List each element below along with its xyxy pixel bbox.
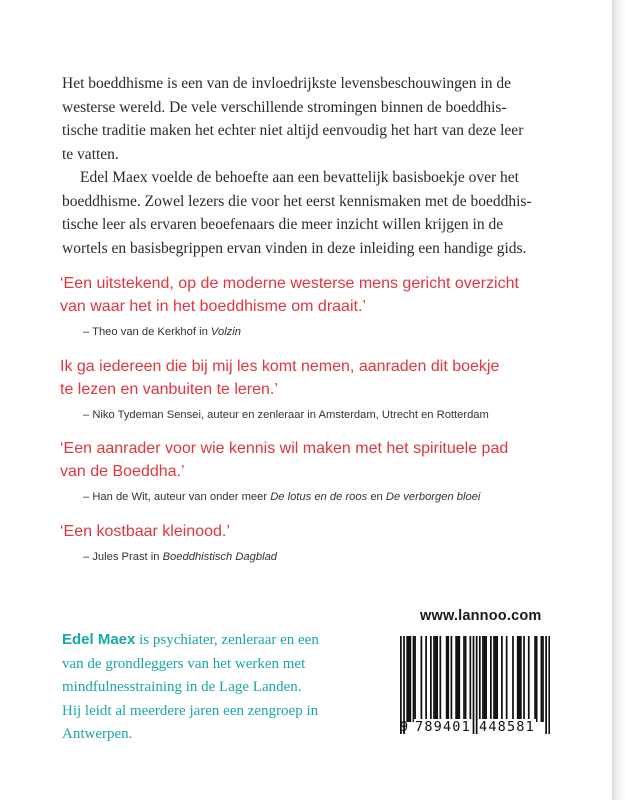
barcode-bar <box>451 636 453 722</box>
barcode-bar <box>433 636 435 722</box>
barcode-bar <box>490 636 492 722</box>
author-name: Edel Maex <box>62 631 136 648</box>
barcode-bar <box>493 636 495 722</box>
barcode-bar <box>506 636 508 722</box>
barcode-bar <box>541 636 543 722</box>
attribution-source: Volzin <box>210 326 241 338</box>
barcode-bar <box>548 636 550 734</box>
quote-attribution <box>83 549 560 565</box>
intro-paragraph-1 <box>62 72 562 166</box>
barcode-bar <box>413 636 415 722</box>
barcode-bar <box>458 636 460 722</box>
barcode-bar <box>512 636 514 722</box>
barcode-bar <box>455 636 457 722</box>
bio-line: Antwerpen. <box>62 726 133 742</box>
text-line: tische leer als ervaren beoefenaars die meer inzicht willen krijgen in de <box>62 216 504 233</box>
text-line: Het boeddhisme is een van de invloedrijkste levensbeschouwingen in de <box>62 75 511 92</box>
quote-text <box>60 355 560 401</box>
quote-text <box>60 272 560 318</box>
quote-line: ‘Een aanrader voor wie kennis wil maken met het spirituele pad <box>60 440 509 457</box>
quote-text <box>60 520 560 543</box>
quote-line: Ik ga iedereen die bij mij les komt nemen, aanraden dit boekje <box>60 358 500 375</box>
barcode-bar <box>518 636 520 722</box>
text-line: te vatten. <box>62 145 119 163</box>
barcode-bar <box>435 636 437 722</box>
barcode-bar <box>545 636 547 734</box>
barcode-bar <box>484 636 486 722</box>
quote-line: van de Boeddha.’ <box>60 463 185 480</box>
barcode-bar <box>414 636 416 722</box>
review-quote-3 <box>60 437 560 505</box>
isbn-lead-digit: 9 <box>400 719 410 735</box>
quote-line: ‘Een uitstekend, op de moderne westerse mens gericht overzicht <box>60 275 519 292</box>
attribution-text: – Theo van de Kerkhof in <box>83 326 211 338</box>
barcode-bar <box>421 636 423 722</box>
intro-paragraph-2 <box>62 166 562 260</box>
text-line: tische traditie maken het echter niet altijd eenvoudig het hart van deze leer <box>62 122 524 139</box>
barcode-bar <box>520 636 522 722</box>
text-line: Edel Maex voelde de behoefte aan een bevattelijk basisboekje over het <box>80 169 519 186</box>
barcode-bar <box>408 636 410 722</box>
barcode-bar <box>457 636 459 722</box>
text-line: wortels en basisbegrippen ervan vinden in deze inleiding een handige gids. <box>62 239 527 257</box>
author-bio <box>62 628 362 747</box>
attribution-source-2: De verborgen bloei <box>385 491 481 503</box>
barcode-bar <box>439 636 441 722</box>
isbn-group-2: 448581 <box>479 719 535 735</box>
quote-attribution <box>83 489 560 505</box>
spine-edge <box>612 0 626 800</box>
barcode-bar <box>446 636 448 722</box>
quote-line: ‘Een kostbaar kleinood.’ <box>60 523 230 540</box>
barcode-bar <box>523 636 525 722</box>
quote-attribution <box>83 324 560 340</box>
attribution-source: De lotus en de roos <box>270 491 368 503</box>
attribution-text: – Niko Tydeman Sensei, auteur en zenleraar in Amsterdam, Utrecht en Rotterdam <box>83 409 489 421</box>
bio-line <box>62 628 362 653</box>
barcode-bar <box>469 636 471 722</box>
review-quote-1 <box>60 272 560 340</box>
barcode-bar <box>409 636 411 722</box>
barcode-bar <box>463 636 465 722</box>
bio-line: van de grondleggers van het werken met <box>62 655 306 672</box>
quote-text <box>60 437 560 483</box>
isbn-group-1: 789401 <box>415 719 471 735</box>
barcode-bar <box>430 636 432 722</box>
barcode-bar <box>536 636 538 722</box>
bio-line: mindfulnesstraining in de Lage Landen. <box>62 679 302 695</box>
barcode-bar <box>482 636 484 722</box>
publisher-url[interactable]: www.lannoo.com <box>420 608 542 624</box>
barcode-bar <box>495 636 497 722</box>
text-line: westerse wereld. De vele verschillende stromingen binnen de boeddhis- <box>62 98 507 116</box>
barcode-bar <box>542 636 544 722</box>
isbn-barcode <box>400 636 550 754</box>
review-quote-4 <box>60 520 560 565</box>
barcode-bar <box>496 636 498 722</box>
quote-attribution <box>83 407 560 423</box>
barcode-bar <box>406 636 408 722</box>
bio-text: is psychiater, zenleraar en een <box>135 632 319 648</box>
attribution-text: – Han de Wit, auteur van onder meer <box>83 491 271 503</box>
barcode-bar <box>425 636 427 722</box>
barcode-bar <box>465 636 467 722</box>
attribution-text: – Jules Prast in <box>83 551 163 563</box>
attribution-source: Boeddhistisch Dagblad <box>162 551 278 563</box>
barcode-bar <box>528 636 530 722</box>
barcode-bar <box>517 636 519 722</box>
quote-line: van waar het in het boeddhisme om draait.’ <box>60 298 366 315</box>
attribution-connector: en <box>367 491 386 503</box>
bio-line: Hij leidt al meerdere jaren een zengroep in <box>62 702 319 719</box>
quote-line: te lezen en vanbuiten te leren.’ <box>60 381 278 398</box>
barcode-bar <box>501 636 503 722</box>
text-line: boeddhisme. Zowel lezers die voor het eerst kennismaken met de boeddhis- <box>62 192 532 210</box>
intro-text <box>62 72 562 260</box>
barcode-bar <box>447 636 449 722</box>
barcode-bar <box>485 636 487 722</box>
review-quote-2 <box>60 355 560 423</box>
barcode-bar <box>479 636 481 722</box>
barcode-bar <box>436 636 438 722</box>
barcode-bar <box>473 636 475 734</box>
barcode-bar <box>534 636 536 722</box>
